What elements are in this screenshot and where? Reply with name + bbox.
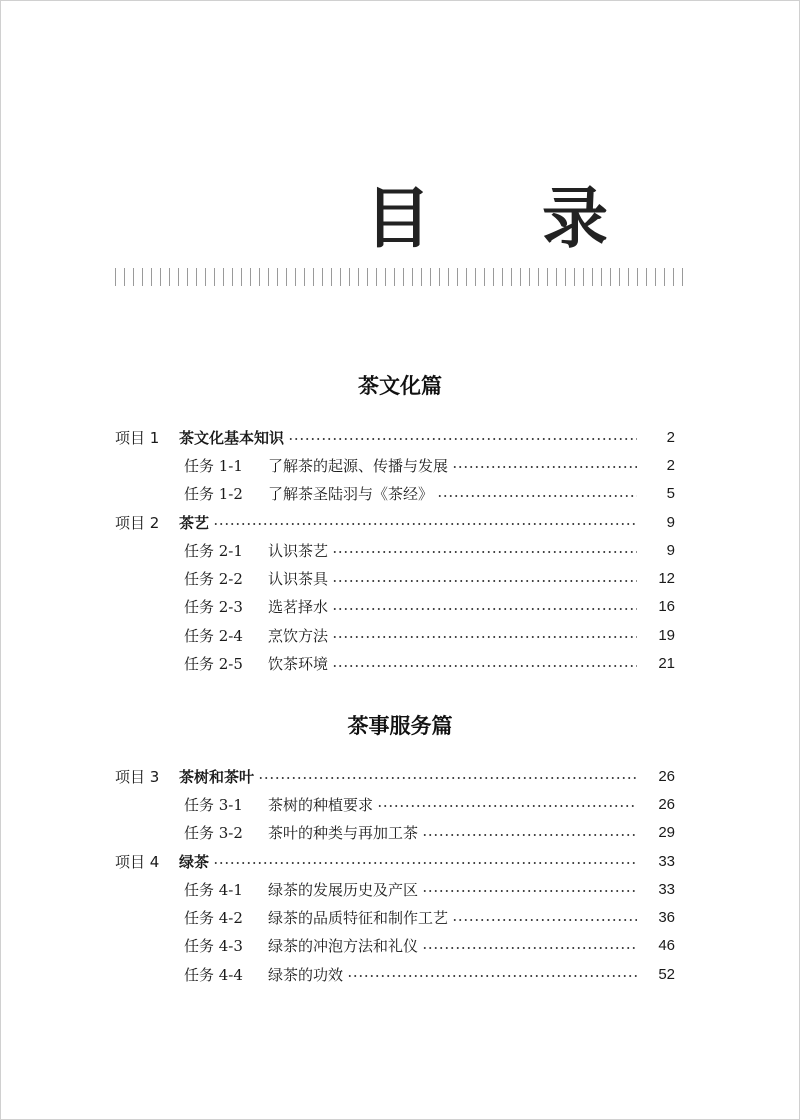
toc-dot-leader [288,438,637,440]
toc-page-number: 33 [658,852,675,870]
toc-entry-label [184,596,328,617]
toc-entry-number: 项目 3 [115,767,160,786]
toc-page-number: 16 [658,598,675,616]
toc-list-tea-service [115,762,675,988]
toc-page-number: 5 [666,485,675,503]
toc-dot-leader [452,466,637,468]
toc-task-entry[interactable] [115,564,675,592]
toc-entry-title: 了解茶圣陆羽与《茶经》 [268,485,434,504]
toc-list-tea-culture [115,423,675,678]
toc-entry-number: 任务 2-3 [184,598,243,617]
toc-entry-label [115,851,209,872]
toc-task-entry[interactable] [115,932,675,960]
toc-entry-number: 任务 2-5 [184,655,243,674]
toc-page-number: 46 [658,937,675,955]
toc-entry-number: 任务 2-4 [184,626,243,645]
toc-page-number: 9 [666,541,675,559]
toc-task-entry[interactable] [115,451,675,479]
toc-entry-title: 茶树和茶叶 [179,767,255,786]
toc-dot-leader [377,805,637,807]
toc-entry-label [184,907,448,928]
toc-entry-title: 认识茶艺 [268,541,329,560]
toc-entry-number: 任务 4-4 [184,965,243,984]
toc-entry-label [115,766,254,787]
toc-entry-label [184,455,448,476]
toc-project-entry[interactable] [115,762,675,790]
toc-entry-number: 任务 1-2 [184,485,243,504]
toc-dot-leader [332,551,637,553]
toc-entry-number: 任务 2-1 [184,541,243,560]
toc-task-entry[interactable] [115,621,675,649]
toc-entry-title: 选茗择水 [268,598,329,617]
toc-dot-leader [347,975,637,977]
toc-task-entry[interactable] [115,593,675,621]
toc-entry-number: 任务 4-3 [184,937,243,956]
toc-dot-leader [213,862,637,864]
toc-page-number: 26 [658,795,675,813]
toc-page-number: 26 [658,767,675,785]
toc-task-entry[interactable] [115,649,675,677]
section-heading-tea-culture: 茶文化篇 [358,373,442,398]
toc-entry-label [184,935,418,956]
toc-task-entry[interactable] [115,480,675,508]
toc-entry-number: 项目 2 [115,513,160,532]
toc-entry-title: 绿茶的品质特征和制作工艺 [268,909,449,928]
toc-entry-title: 烹饮方法 [268,626,329,645]
toc-entry-title: 饮茶环境 [268,655,329,674]
toc-entry-label [184,964,343,985]
toc-dot-leader [213,523,637,525]
decorative-tick-rule [115,268,686,286]
toc-entry-title: 茶艺 [179,513,210,532]
toc-page-number: 52 [658,965,675,983]
toc-entry-number: 任务 4-2 [184,909,243,928]
toc-task-entry[interactable] [115,790,675,818]
toc-entry-number: 项目 1 [115,428,160,447]
toc-entry-label [184,540,328,561]
toc-dot-leader [332,608,637,610]
toc-entry-number: 任务 3-1 [184,795,243,814]
section-heading-tea-service: 茶事服务篇 [347,713,453,738]
toc-entry-title: 茶树的种植要求 [268,795,374,814]
toc-page-number: 9 [666,513,675,531]
toc-entry-number: 任务 4-1 [184,880,243,899]
toc-entry-title: 绿茶的冲泡方法和礼仪 [268,937,419,956]
toc-entry-title: 绿茶的功效 [268,965,344,984]
toc-entry-title: 绿茶 [179,852,210,871]
toc-dot-leader [422,890,637,892]
toc-page-number: 19 [658,626,675,644]
toc-entry-label [115,512,209,533]
toc-project-entry[interactable] [115,508,675,536]
toc-entry-title: 茶文化基本知识 [179,428,285,447]
toc-entry-number: 任务 3-2 [184,824,243,843]
toc-page-number: 21 [658,655,675,673]
toc-entry-label [184,653,328,674]
toc-entry-label [184,625,328,646]
toc-dot-leader [332,665,637,667]
toc-entry-label [184,794,373,815]
toc-project-entry[interactable] [115,847,675,875]
toc-entry-number: 项目 4 [115,852,160,871]
toc-entry-title: 茶叶的种类与再加工茶 [268,824,419,843]
toc-entry-number: 任务 1-1 [184,456,243,475]
toc-page-number: 2 [666,456,675,474]
toc-entry-label [184,879,418,900]
toc-task-entry[interactable] [115,960,675,988]
toc-project-entry[interactable] [115,423,675,451]
toc-dot-leader [332,580,637,582]
toc-dot-leader [332,636,637,638]
toc-entry-label [184,568,328,589]
toc-task-entry[interactable] [115,536,675,564]
toc-entry-title: 认识茶具 [268,570,329,589]
toc-task-entry[interactable] [115,903,675,931]
toc-entry-number: 任务 2-2 [184,570,243,589]
toc-entry-label [184,822,418,843]
page-title: 目 录 [365,179,652,257]
toc-entry-label [115,427,284,448]
toc-dot-leader [452,919,637,921]
toc-entry-title: 了解茶的起源、传播与发展 [268,456,449,475]
toc-dot-leader [422,947,637,949]
toc-dot-leader [422,834,637,836]
toc-dot-leader [437,495,637,497]
toc-page-number: 36 [658,909,675,927]
toc-entry-label [184,483,433,504]
toc-task-entry[interactable] [115,875,675,903]
toc-page-number: 2 [666,428,675,446]
toc-dot-leader [258,777,637,779]
toc-page-number: 29 [658,824,675,842]
toc-page-number: 33 [658,880,675,898]
toc-page-number: 12 [658,570,675,588]
toc-entry-title: 绿茶的发展历史及产区 [268,880,419,899]
toc-task-entry[interactable] [115,819,675,847]
